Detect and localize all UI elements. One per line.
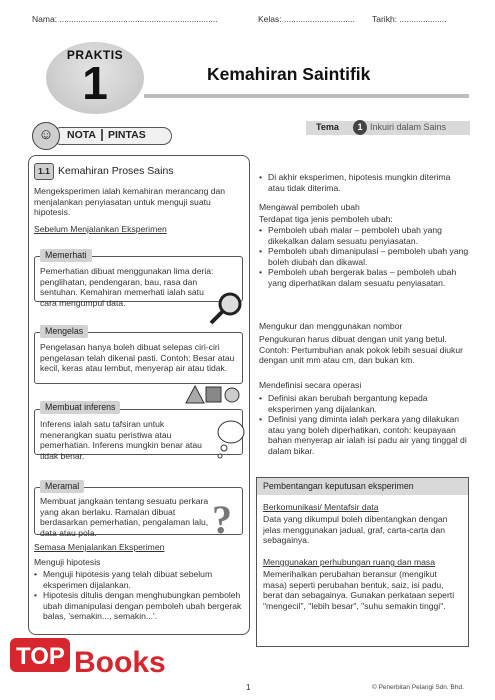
nombor-text: Pengukuran harus dibuat dengan unit yang betul. Contoh: Pertumbuhan anak pokok lebih sesuai diukur dengan unit mm atau cm, dan bukan km. bbox=[259, 334, 463, 366]
list-item: • Pemboleh ubah dimanipulasi – pemboleh ubah yang boleh diubah dan dikawal. bbox=[259, 246, 469, 267]
before-heading: Sebelum Menjalankan Eksperimen bbox=[34, 224, 167, 234]
section-number: 1.1 bbox=[34, 163, 54, 180]
memerhati-text: Pemerhatian dibuat menggunakan lima deria: penglihatan, pendengaran, bau, rasa dan sentuhan. Kemahiran memerhati ialah satu cara mengumpul data. bbox=[40, 266, 214, 308]
shapes-icon bbox=[184, 383, 242, 405]
title-divider bbox=[144, 94, 469, 98]
tarikh-field[interactable]: Tarikh: .................... bbox=[372, 14, 447, 24]
ruang-masa-heading: Menggunakan perhubungan ruang dan masa bbox=[263, 557, 436, 567]
nama-field[interactable]: Nama: ................................................................... bbox=[32, 14, 218, 24]
nota-word: NOTA bbox=[67, 129, 96, 141]
nota-pintas-box bbox=[52, 127, 172, 145]
hipotesis-heading: Menguji hipotesis bbox=[34, 557, 101, 567]
list-item: • Pemboleh ubah bergerak balas – pemboleh ubah yang diperhatikan dalam sesuatu penyiasatan. bbox=[259, 267, 469, 288]
svg-text:Books: Books bbox=[74, 646, 166, 679]
chapter-title: Kemahiran Saintifik bbox=[207, 64, 371, 84]
list-item: • Hipotesis ditulis dengan menghubungkan pemboleh ubah dimanipulasi dengan pemboleh ubah bergerak balas, 'semakin..., semakin...'. bbox=[34, 590, 242, 622]
nota-pintas-banner bbox=[32, 122, 172, 148]
berkomunikasi-heading: Berkomunikasi/ Mentafsir data bbox=[263, 502, 379, 512]
list-item: • Menguji hipotesis yang telah dibuat sebelum eksperimen dijalankan. bbox=[34, 569, 242, 590]
keputusan-header: Pembentangan keputusan eksperimen bbox=[257, 478, 468, 495]
tema-text: Inkuiri dalam Sains bbox=[370, 122, 447, 132]
topbooks-logo bbox=[10, 636, 210, 691]
praktis-number: 1 bbox=[82, 57, 108, 109]
pintas-word: PINTAS bbox=[107, 129, 146, 141]
ruang-masa-text: Memerihalkan perubahan beransur (mengikut masa) seperti perubahan bentuk, saiz, isi padu, berat dan sebagainya. Gunakan perkataan seperti "mengecil", "lebih besar", "suhu semakin tinggi". bbox=[263, 569, 455, 611]
hipotesis-continued-list bbox=[259, 172, 469, 193]
list-item: • Di akhir eksperimen, hipotesis mungkin diterima atau tidak diterima. bbox=[259, 172, 469, 193]
pemboleh-list bbox=[259, 225, 469, 289]
mengelas-tag: Mengelas bbox=[40, 325, 88, 338]
mascot-icon: ☺ bbox=[32, 122, 60, 150]
nombor-heading: Mengukur dan menggunakan nombor bbox=[259, 321, 403, 331]
pemboleh-heading: Mengawal pemboleh ubah bbox=[259, 202, 360, 212]
during-heading: Semasa Menjalankan Eksperimen bbox=[34, 542, 165, 552]
tema-bar bbox=[306, 121, 470, 135]
meramal-text: Membuat jangkaan tentang sesuatu perkara yang akan berlaku. Ramalan dibuat berdasarkan pemerhatian, pengalaman lalu, data atau pola. bbox=[40, 496, 209, 538]
magnifier-icon bbox=[206, 290, 246, 326]
meramal-tag: Meramal bbox=[40, 480, 84, 493]
hipotesis-list bbox=[34, 569, 242, 622]
page-number: 1 bbox=[246, 683, 251, 692]
list-item: • Pemboleh ubah malar – pemboleh ubah yang dikekalkan dalam sesuatu penyiasatan. bbox=[259, 225, 469, 246]
thought-bubble-icon bbox=[216, 418, 246, 462]
berkomunikasi-text: Data yang dikumpul boleh dibentangkan dengan jelas menggunakan jadual, graf, carta-carta dan sebagainya. bbox=[263, 514, 448, 546]
praktis-label: PRAKTIS bbox=[66, 48, 124, 62]
operasi-list bbox=[259, 393, 469, 457]
operasi-heading: Mendefinisi secara operasi bbox=[259, 380, 362, 390]
tema-label: Tema bbox=[316, 122, 339, 132]
topbooks-logo-graphic bbox=[10, 636, 210, 686]
intro-paragraph: Mengeksperimen ialah kemahiran merancang dan menjalankan penyiasatan untuk menguji suatu hipotesis. bbox=[34, 186, 226, 218]
copyright: © Penerbitan Pelangi Sdn. Bhd. bbox=[372, 684, 464, 691]
memerhati-tag: Memerhati bbox=[40, 249, 92, 262]
inferens-tag: Membuat inferens bbox=[40, 401, 120, 414]
inferens-text: Inferens ialah satu tafsiran untuk menerangkan suatu peristiwa atau pemerhatian. Inferens mungkin benar atau tidak benar. bbox=[40, 419, 202, 461]
pemboleh-intro: Terdapat tiga jenis pemboleh ubah: bbox=[259, 214, 393, 224]
section-heading bbox=[34, 163, 174, 180]
nota-separator bbox=[101, 129, 103, 141]
list-item: • Definisi yang diminta ialah perkara yang dilakukan atau yang boleh diperhatikan, contoh: keupayaan bahan menyerap air ialah isi padu air yang tinggal di dalam bikar. bbox=[259, 414, 469, 456]
mengelas-text: Pengelasan hanya boleh dibuat selepas ciri-ciri pengelasan telah dikenal pasti. Contoh: Besar atau kecil, keras atau lembut, menyerap air atau tidak. bbox=[40, 342, 235, 374]
kelas-field[interactable]: Kelas: .............................. bbox=[258, 14, 355, 24]
section-title: Kemahiran Proses Sains bbox=[58, 165, 174, 177]
question-mark-icon: ? bbox=[212, 497, 232, 542]
svg-text:TOP: TOP bbox=[16, 643, 65, 670]
tema-number: 1 bbox=[353, 120, 367, 135]
list-item: • Definisi akan berubah bergantung kepada eksperimen yang dijalankan. bbox=[259, 393, 469, 414]
